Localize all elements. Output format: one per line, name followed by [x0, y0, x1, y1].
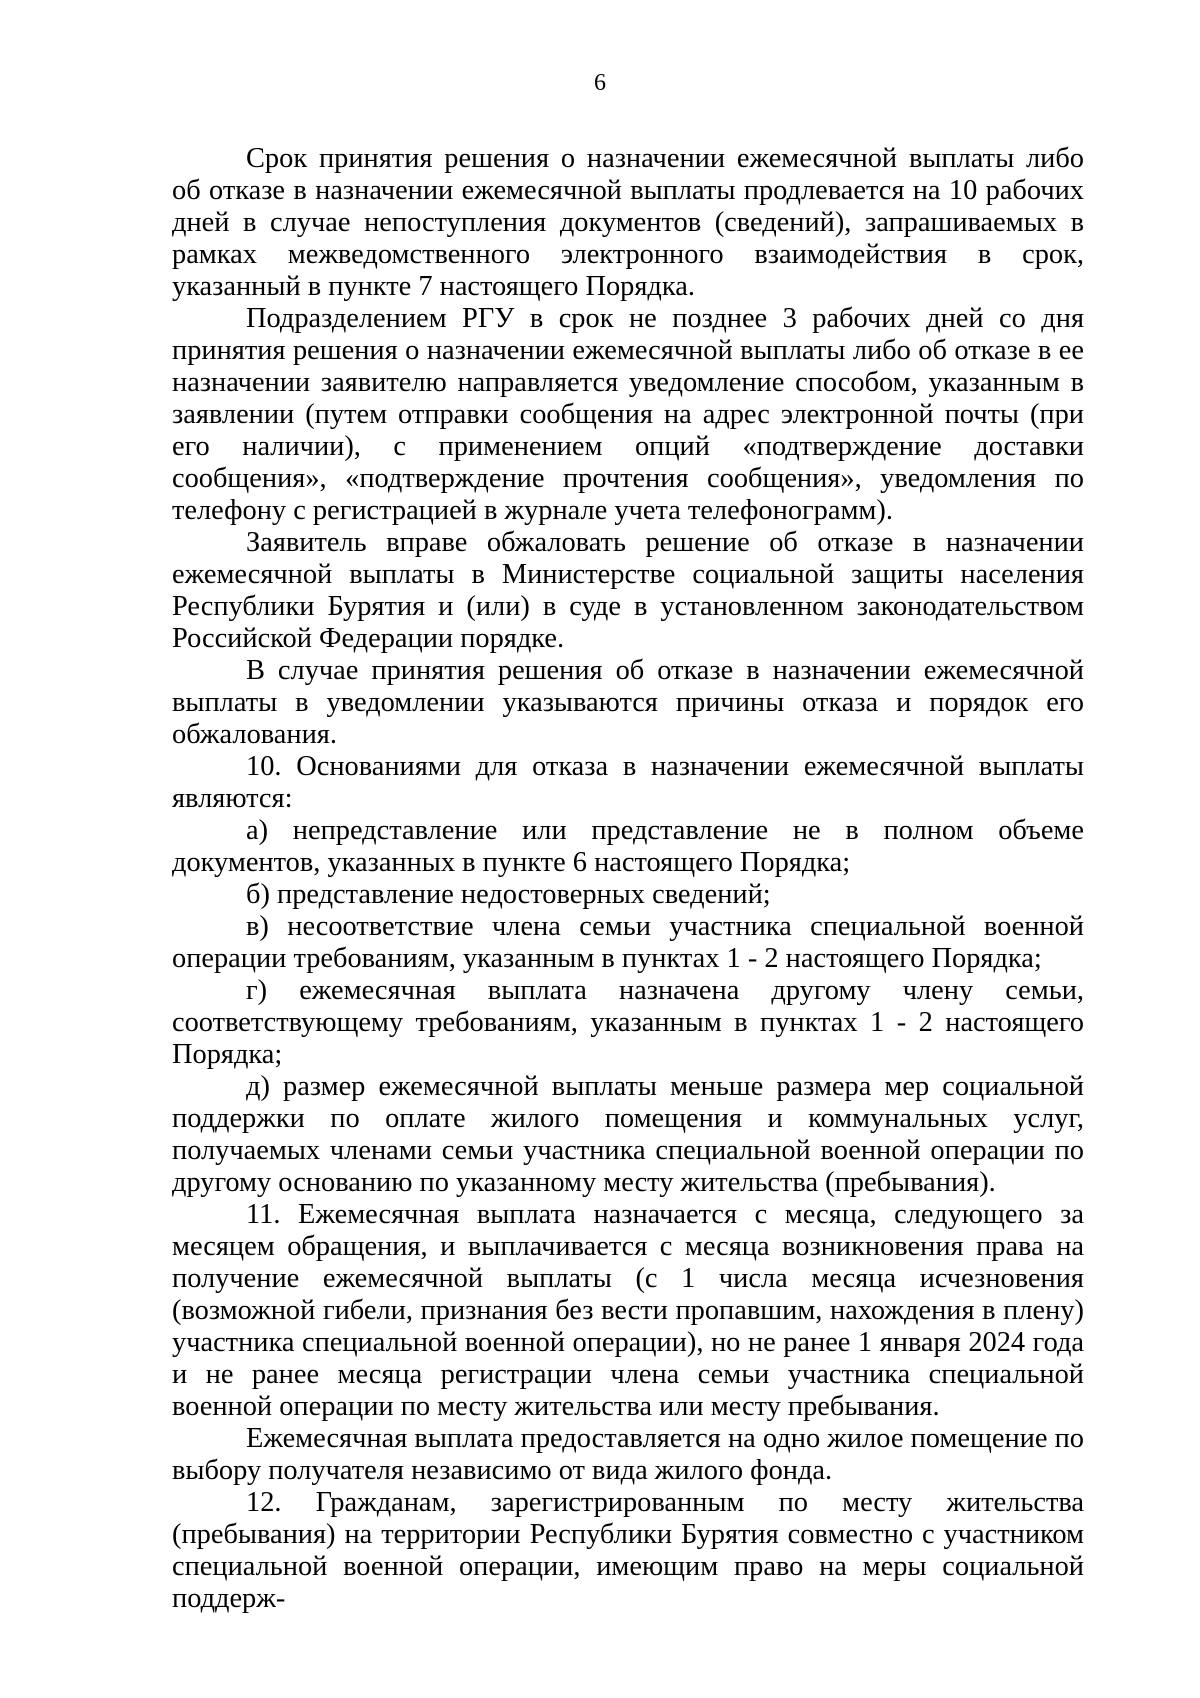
paragraph-item-11: 11. Ежемесячная выплата назначается с месяца, следующего за месяцем обращения, и выплачивается с месяца возникновения права на получение ежемесячной выплаты (с 1 числа месяца исчезновения (возможной гибели, признания без вести пропавшим, нахождения в плену) участника специальной военной операции), но не ранее 1 января 2024 года и не ранее месяца регистрации члена семьи участника специальной военной операции по месту жительства или месту пребывания. — [172, 1199, 1084, 1422]
list-item-b: б) представление недостоверных сведений; — [246, 879, 771, 910]
page-number: 6 — [594, 70, 606, 96]
paragraph-decision-deadline-extension: Срок принятия решения о назначении ежемесячной выплаты либо об отказе в назначении ежемесячной выплаты продлевается на 10 рабочих дней в случае непоступления документов (сведений), запрашиваемых в рамках межведомственного электронного взаимодействия в срок, указанный в пункте 7 настоящего Порядка. — [172, 143, 1084, 302]
paragraph-refusal-reasons-notice: В случае принятия решения об отказе в назначении ежемесячной выплаты в уведомлении указываются причины отказа и порядок его обжалования. — [172, 655, 1084, 750]
list-item-a: а) непредставление или представление не в полном объеме документов, указанных в пункте 6 настоящего Порядка; — [172, 815, 1084, 878]
paragraph-appeal-right: Заявитель вправе обжаловать решение об отказе в назначении ежемесячной выплаты в Министерстве социальной защиты населения Республики Бурятия и (или) в суде в установленном законодательством Российской Федерации порядке. — [172, 527, 1084, 654]
list-item-v: в) несоответствие члена семьи участника специальной военной операции требованиям, указанным в пунктах 1 - 2 настоящего Порядка; — [172, 911, 1084, 974]
paragraph-notification-procedure: Подразделением РГУ в срок не позднее 3 рабочих дней со дня принятия решения о назначении ежемесячной выплаты либо об отказе в ее назначении заявителю направляется уведомление способом, указанным в заявлении (путем отправки сообщения на адрес электронной почты (при его наличии), с применением опций «подтверждение доставки сообщения», «подтверждение прочтения сообщения», уведомления по телефону с регистрацией в журнале учета телефонограмм). — [172, 303, 1084, 526]
paragraph-one-dwelling: Ежемесячная выплата предоставляется на одно жилое помещение по выбору получателя независимо от вида жилого фонда. — [172, 1423, 1084, 1486]
list-item-g: г) ежемесячная выплата назначена другому члену семьи, соответствующему требованиям, указанным в пунктах 1 - 2 настоящего Порядка; — [172, 975, 1084, 1070]
list-item-d: д) размер ежемесячной выплаты меньше размера мер социальной поддержки по оплате жилого помещения и коммунальных услуг, получаемых членами семьи участника специальной военной операции по другому основанию по указанному месту жительства (пребывания). — [172, 1071, 1084, 1198]
paragraph-item-12: 12. Гражданам, зарегистрированным по месту жительства (пребывания) на территории Республики Бурятия совместно с участником специальной военной операции, имеющим право на меры социальной поддерж- — [172, 1487, 1084, 1614]
document-body — [172, 143, 1084, 1615]
paragraph-item-10: 10. Основаниями для отказа в назначении ежемесячной выплаты являются: — [172, 751, 1084, 814]
